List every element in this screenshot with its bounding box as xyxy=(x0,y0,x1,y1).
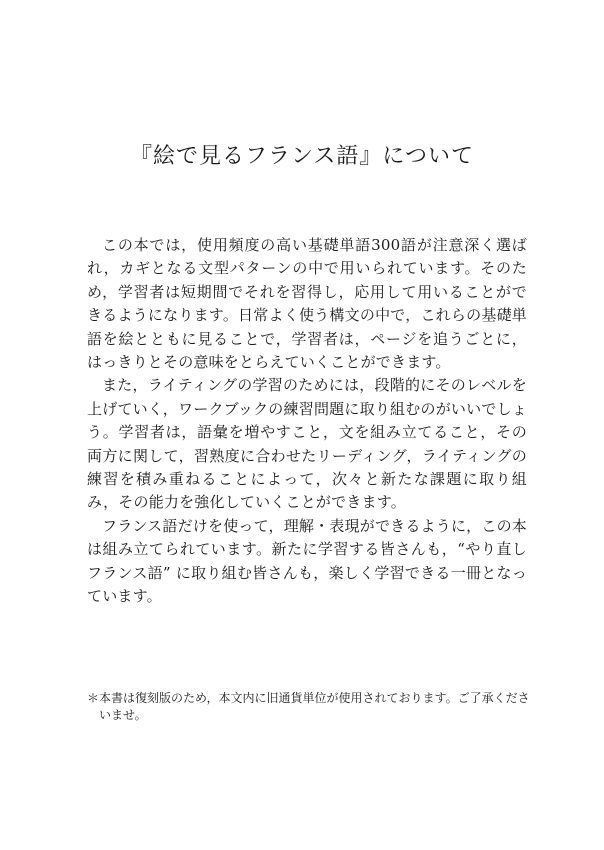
footnote: ＊本書は復刻版のため，本文内に旧通貨単位が使用されております。ご了承くださいませ。 xyxy=(87,691,530,722)
page-title: 『絵で見るフランス語』について xyxy=(130,144,474,169)
paragraph-3: フランス語だけを使って，理解・表現ができるように，この本は組み立てられています。新たに学習する皆さんも，“やり直しフランス語” に取り組む皆さんも，楽しく学習できる一冊となっています。 xyxy=(87,516,527,606)
body-text xyxy=(87,234,527,609)
paragraph-1: この本では，使用頻度の高い基礎単語300語が注意深く選ばれ，カギとなる文型パターンの中で用いられています。そのため，学習者は短期間でそれを習得し，応用して用いることができるようになります。日常よく使う構文の中で，これらの基礎単語を絵とともに見ることで，学習者は，ページを追うごとに，はっきりとその意味をとらえていくことができます。 xyxy=(87,236,527,372)
paragraph-2: また，ライティングの学習のためには，段階的にそのレベルを上げていく，ワークブックの練習問題に取り組むのがいいでしょう。学習者は，語彙を増やすこと，文を組み立てること，その両方に関して，習熟度に合わせたリーディング，ライティングの練習を積み重ねることによって，次々と新たな課題に取り組み，その能力を強化していくことができます。 xyxy=(87,376,527,512)
